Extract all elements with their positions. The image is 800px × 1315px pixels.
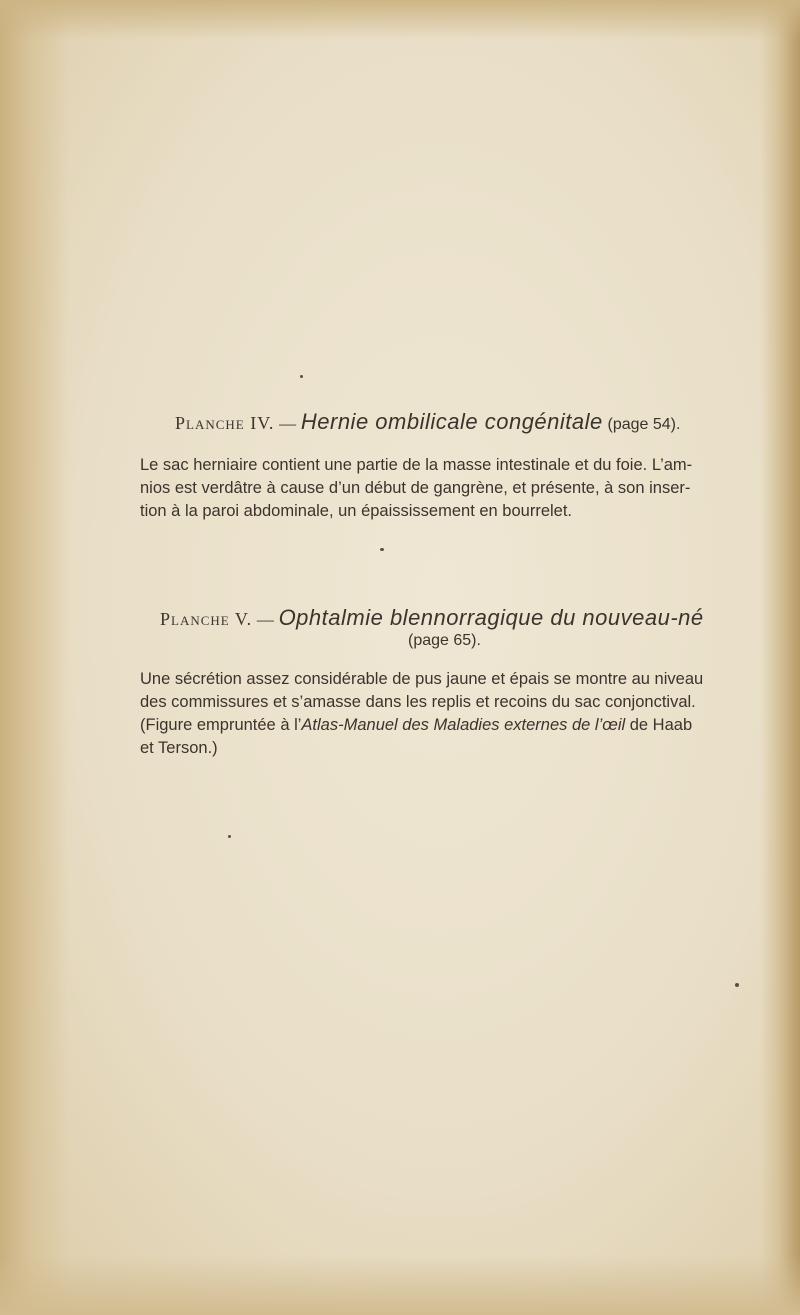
plate-iv-caption-line: Le sac herniaire contient une partie de la masse intestinale et du foie. L’am- — [140, 456, 693, 474]
plate-v-caption — [140, 668, 765, 760]
plate-v-caption-line: et Terson.) — [140, 739, 218, 757]
plate-iv-dash: — — [279, 414, 297, 433]
page-edge-shadow-top — [0, 0, 800, 40]
plate-v-label: Planche V. — [160, 609, 253, 629]
plate-v-caption-line-3 — [140, 714, 765, 737]
plate-v-source-title: Atlas-Manuel des Maladies externes de l’œil — [301, 716, 626, 734]
plate-v-page-ref-line — [408, 628, 481, 653]
page-edge-shadow-bottom — [0, 1255, 800, 1315]
plate-iv-heading — [175, 410, 680, 437]
plate-v-caption-line: Une sécrétion assez considérable de pus jaune et épais se montre au niveau — [140, 670, 704, 688]
plate-iv-title: Hernie ombilicale congénitale — [300, 409, 603, 434]
plate-iv-label: Planche IV. — [175, 413, 275, 433]
page-edge-shadow-right — [760, 0, 800, 1315]
plate-v-caption-line-3-prefix: (Figure empruntée à l’ — [140, 716, 302, 734]
ink-speck — [228, 835, 231, 838]
ink-speck — [380, 548, 384, 551]
plate-v-page-ref: (page 65). — [408, 632, 481, 649]
plate-v-caption-line-3-suffix: de Haab — [625, 716, 693, 734]
plate-v-dash: — — [256, 610, 274, 629]
ink-speck — [735, 983, 739, 987]
plate-iv-caption-line: nios est verdâtre à cause d’un début de gangrène, et présente, à son inser- — [140, 479, 691, 497]
page-edge-shadow-left — [0, 0, 70, 1315]
plate-iv-caption-line: tion à la paroi abdominale, un épaississement en bourrelet. — [140, 502, 573, 520]
plate-iv-caption — [140, 454, 765, 523]
plate-iv-page-ref: (page 54). — [607, 416, 681, 433]
plate-v-caption-line: des commissures et s’amasse dans les replis et recoins du sac conjonctival. — [140, 693, 696, 711]
plate-v-title: Ophtalmie blennorragique du nouveau-né — [278, 605, 704, 630]
ink-speck — [300, 375, 303, 378]
